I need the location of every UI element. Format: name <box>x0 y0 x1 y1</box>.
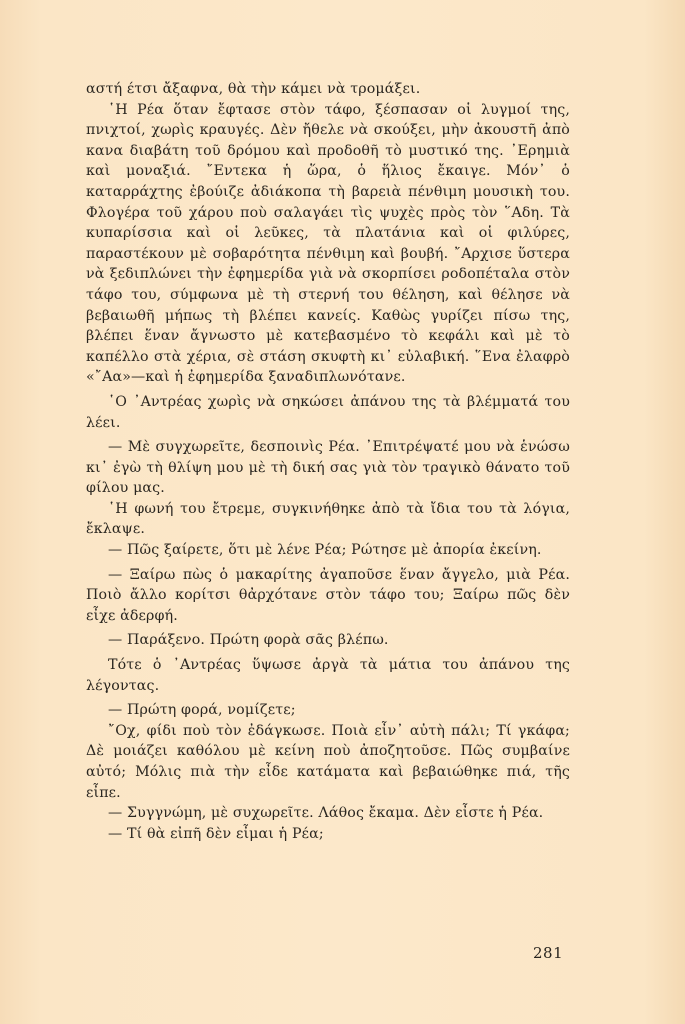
paragraph: — Συγγνώμη, μὲ συχωρεῖτε. Λάθος ἔκαμα. Δὲν εἶστε ἡ Ρέα. <box>108 805 544 822</box>
paragraph: ῾Ο ᾿Αντρέας χωρὶς νὰ σηκώσει ἀπάνου της τὰ βλέμματά του λέει. <box>86 393 570 431</box>
paragraph: — Πῶς ξαίρετε, ὅτι μὲ λένε Ρέα; Ρώτησε μὲ ἀπορία ἐκείνη. <box>108 542 542 559</box>
paragraph: — Πρώτη φορά, νομίζετε; <box>108 702 296 719</box>
paragraph: — Μὲ συγχωρεῖτε, δεσποινὶς Ρέα. ᾿Επιτρέψατέ μου νὰ ἑνώσω κι᾿ ἐγὼ τὴ θλίψη μου μὲ τὴ δική σας γιὰ τὸν τραγικὸ θάνατο τοῦ φίλου μας. <box>86 439 570 497</box>
paragraph: — Παράξενο. Πρώτη φορὰ σᾶς βλέπω. <box>108 632 389 649</box>
paragraph: — Ξαίρω πὼς ὁ μακαρίτης ἀγαποῦσε ἕναν ἄγγελο, μιὰ Ρέα. Ποιὸ ἄλλο κορίτσι θἀρχότανε στὸν τάφο του; Ξαίρω πῶς δὲν εἶχε ἀδερφή. <box>86 566 570 624</box>
page-number: 281 <box>533 944 564 962</box>
page-text <box>86 79 570 844</box>
paragraph: ῎Οχ, φίδι ποὺ τὸν ἐδάγκωσε. Ποιὰ εἶν᾿ αὐτὴ πάλι; Τί γκάφα; Δὲ μοιάζει καθόλου μὲ κείνη ποὺ ἀποζητοῦσε. Πῶς συμβαίνε αὐτό; Μόλις πιὰ τὴν εἶδε κατάματα καὶ βεβαιώθηκε πιά, τῆς εἶπε. <box>86 722 570 801</box>
paragraph: αστή έτσι ἄξαφνα, θὰ τὴν κάμει νὰ τρομάξει. <box>86 81 421 97</box>
paragraph: ῾Η Ρέα ὅταν ἔφτασε στὸν τάφο, ξέσπασαν οἱ λυγμοί της, πνιχτοί, χωρὶς κραυγές. Δὲν ἤθελε νὰ σκούξει, μὴν ἀκουστῆ ἀπὸ κανα διαβάτη τοῦ δρόμου καὶ προδοθῆ τὸ μυστικό της. ᾿Ερημιὰ καὶ μοναξιά. ῎Εντεκα ἡ ὥρα, ὁ ἥλιος ἔκαιγε. Μόν᾿ ὁ καταρράχτης ἐβούιζε ἀδιάκοπα τὴ βαρειὰ πένθιμη μουσικὴ του. Φλογέρα τοῦ χάρου ποὺ σαλαγάει τὶς ψυχὲς πρὸς τὸν ῞Αδη. Τὰ κυπαρίσσια καὶ οἱ λεῦκες, τὰ πλατάνια καὶ οἱ φιλύρες, παραστέκουν μὲ σοβαρότητα πένθιμη καὶ βουβή. ῎Αρχισε ὕστερα νὰ ξεδιπλώνει τὴν ἐφημερίδα γιὰ νὰ σκορπίσει ροδοπέταλα στὸν τάφο του, σύμφωνα μὲ τὴ στερνή του θέληση, καὶ θέλησε νὰ βεβαιωθῆ μήπως τὴ βλέπει κανείς. Καθὼς γυρίζει πίσω της, βλέπει ἕναν ἄγνωστο μὲ κατεβασμένο τὸ κεφάλι καὶ μὲ τὸ καπέλλο στὰ χέρια, σὲ στάση σκυφτὴ κι᾿ εὐλαβική. ῞Ενα ἐλαφρὸ «῎Αα»—καὶ ἡ ἐφημερίδα ξαναδιπλωνότανε. <box>86 101 570 386</box>
paragraph: — Τί θὰ εἰπῆ δὲν εἶμαι ἡ Ρέα; <box>108 825 324 842</box>
paragraph: ῾Η φωνή του ἔτρεμε, συγκινήθηκε ἀπὸ τὰ ἴδια του τὰ λόγια, ἔκλαψε. <box>86 500 570 538</box>
paragraph: Τότε ὁ ᾿Αντρέας ὕψωσε ἀργὰ τὰ μάτια του ἀπάνου της λέγοντας. <box>86 657 570 694</box>
